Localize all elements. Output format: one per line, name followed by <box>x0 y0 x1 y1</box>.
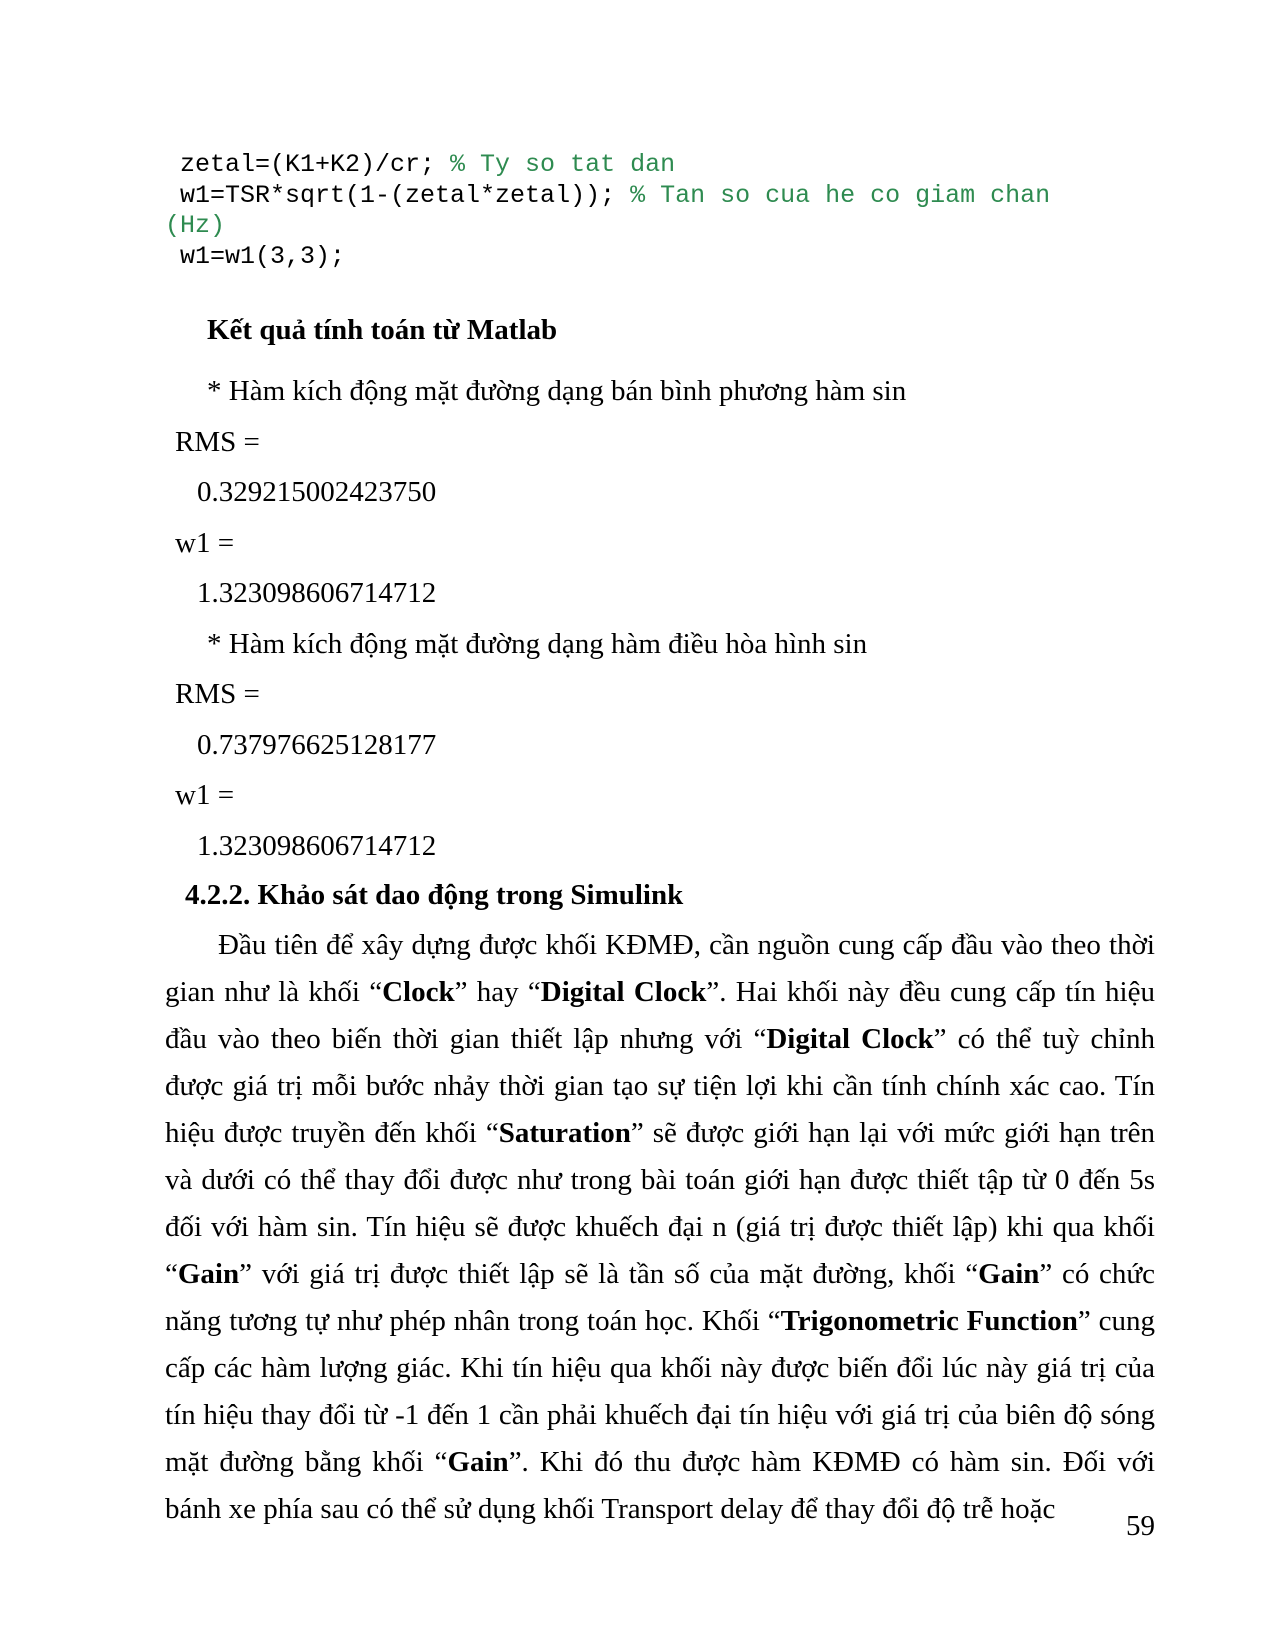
text-segment: ” cung cấp các hàm lượng giác. Khi tín hiệu qua khối này được biến đổi lúc này giá trị của tín hiệu thay đổi từ -1 đến 1 cần phải khuếch đại tín hiệu với giá trị của biên độ sóng mặt đường bằng khối “ <box>165 1305 1155 1478</box>
text-segment: ”. Khi đó thu được hàm KĐMĐ có hàm sin. Đối với bánh xe phía sau có thể sử dụng khối Transport delay để thay đổi độ trễ hoặc <box>165 1446 1155 1525</box>
code-comment: % Ty so tat dan <box>450 150 676 179</box>
result-var: w1 = <box>175 779 235 811</box>
result-var: RMS = <box>175 425 260 458</box>
page-content <box>165 0 1155 1650</box>
code-comment: % Tan so cua he co giam chan <box>630 180 1051 210</box>
term-bold: Digital Clock <box>540 976 707 1008</box>
result-value: 1.323098606714712 <box>197 829 437 862</box>
code-line <box>165 150 1155 181</box>
code-text: w1=TSR*sqrt(1-(zetal*zetal)); <box>165 180 631 210</box>
code-comment: (Hz) <box>165 211 226 240</box>
term-bold: Trigonometric Function <box>780 1305 1078 1337</box>
text-segment: ” có thể tuỳ chỉnh được giá trị mỗi bước nhảy thời gian tạo sự tiện lợi khi cần tính chính xác cao. Tín hiệu được truyền đến khối “ <box>165 1023 1155 1149</box>
results-list <box>165 366 1155 871</box>
section-heading: 4.2.2. Khảo sát dao động trong Simulink <box>185 879 684 911</box>
text-segment: ” với giá trị được thiết lập sẽ là tần số của mặt đường, khối “ <box>239 1258 979 1290</box>
term-bold: Digital Clock <box>766 1023 934 1055</box>
result-value: 1.323098606714712 <box>197 577 437 609</box>
result-value: 0.329215002423750 <box>197 476 437 508</box>
body-paragraph <box>165 922 1155 1533</box>
text-segment: ”. Hai khối này đều cung cấp tín hiệu đầu vào theo biến thời gian thiết lập nhưng với “ <box>165 976 1155 1055</box>
result-var: RMS = <box>175 678 260 710</box>
results-heading: Kết quả tính toán từ Matlab <box>207 314 558 346</box>
code-text: zetal=(K1+K2)/cr; <box>165 150 451 179</box>
text-segment: Đầu tiên để xây dựng được khối KĐMĐ, cần nguồn cung cấp đầu vào theo thời gian như là khối “ <box>165 929 1155 1008</box>
result-value: 0.737976625128177 <box>197 728 437 761</box>
text-segment: ” có chức năng tương tự như phép nhân trong toán học. Khối “ <box>165 1258 1155 1337</box>
code-line <box>165 211 1155 242</box>
text-segment: ” sẽ được giới hạn lại với mức giới hạn trên và dưới có thể thay đổi được như trong bài toán giới hạn được thiết tập từ 0 đến 5s đối với hàm sin. Tín hiệu sẽ được khuếch đại n (giá trị được thiết lập) khi qua khối “ <box>165 1117 1155 1290</box>
result-var: w1 = <box>175 526 235 559</box>
text-segment: ” hay “ <box>454 976 541 1008</box>
term-bold: Gain <box>177 1258 240 1290</box>
code-text: w1=w1(3,3); <box>165 241 346 271</box>
code-line <box>165 181 1155 212</box>
matlab-code-block <box>165 150 1155 272</box>
term-bold: Saturation <box>498 1117 631 1149</box>
result-note: * Hàm kích động mặt đường dạng hàm điều hòa hình sin <box>207 627 868 660</box>
code-line <box>165 242 1155 273</box>
result-note: * Hàm kích động mặt đường dạng bán bình phương hàm sin <box>207 375 907 407</box>
term-bold: Gain <box>447 1446 509 1478</box>
page-number: 59 <box>1126 1510 1155 1542</box>
term-bold: Gain <box>978 1258 1040 1290</box>
term-bold: Clock <box>382 976 455 1008</box>
